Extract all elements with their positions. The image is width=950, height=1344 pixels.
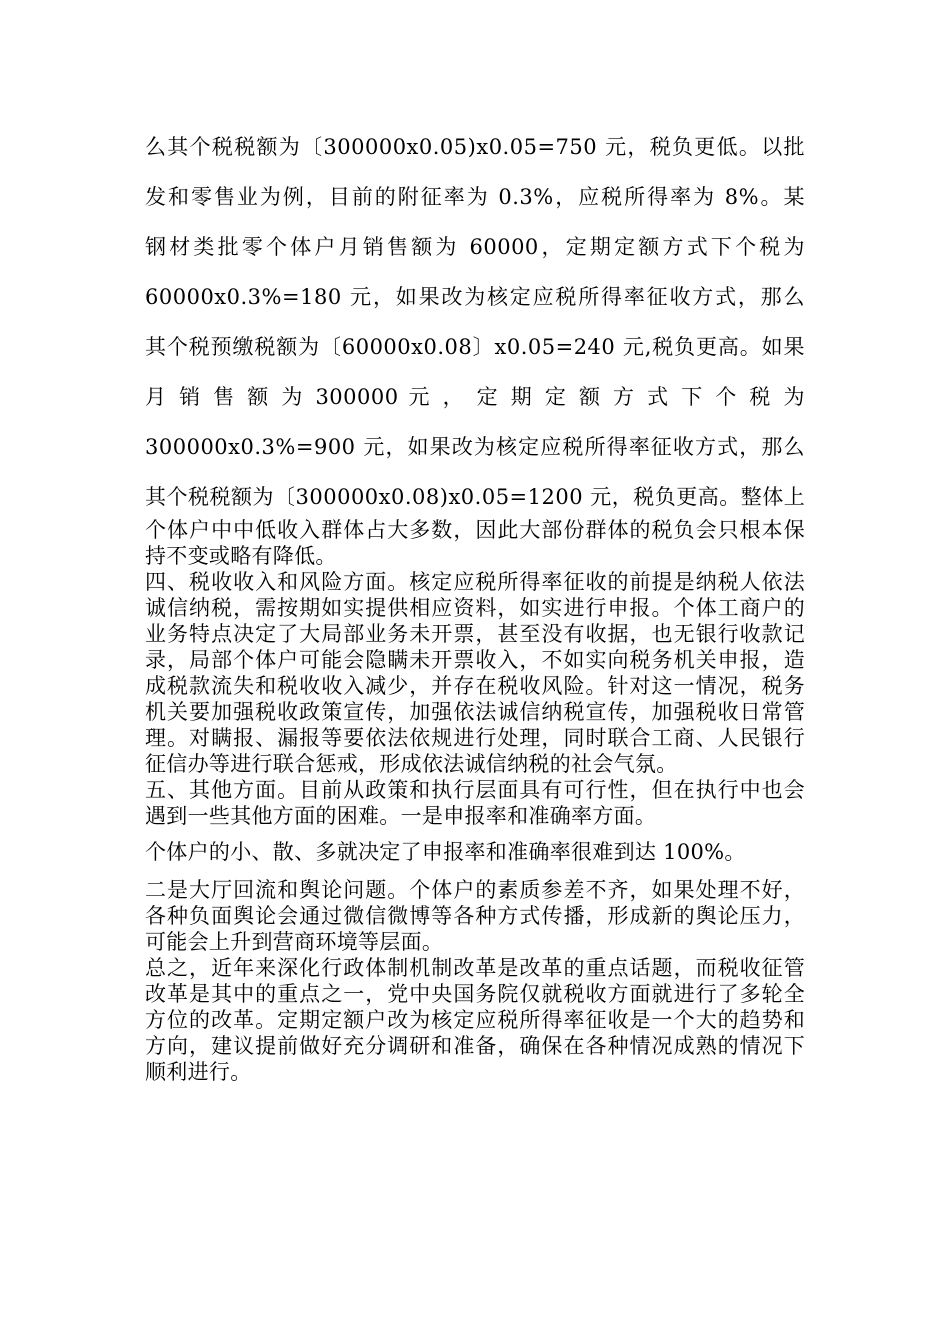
body-text-section [145, 517, 805, 1085]
text-line: 其个税税额为〔300000x0.08)x0.05=1200 元，税负更高。整体上 [145, 485, 806, 509]
paragraph-public-opinion: 二是大厅回流和舆论问题。个体户的素质参差不齐，如果处理不好，各种负面舆论会通过微信微博等各种方式传播，形成新的舆论压力，可能会上升到营商环境等层面。 [145, 878, 805, 954]
text-line: 300000x0.3%=900 元，如果改为核定应税所得率征收方式，那么 [145, 435, 805, 459]
paragraph-declaration-rate: 个体户的小、散、多就决定了申报率和准确率很难到达 100%。 [145, 840, 746, 864]
text-line: 月 销 售 额 为 300000 元 ， 定 期 定 额 方 式 下 个 税 为 [145, 385, 805, 409]
paragraph-other-aspects: 五、其他方面。目前从政策和执行层面具有可行性，但在执行中也会遇到一些其他方面的困难。一是申报率和准确率方面。 [145, 778, 805, 828]
text-line: 么其个税税额为〔300000x0.05)x0.05=750 元，税负更低。以批 [145, 135, 805, 159]
text-line: 发和零售业为例，目前的附征率为 0.3%，应税所得率为 8%。某 [145, 185, 805, 209]
paragraph-revenue-risk: 四、税收收入和风险方面。核定应税所得率征收的前提是纳税人依法诚信纳税，需按期如实提供相应资料，如实进行申报。个体工商户的业务特点决定了大局部业务未开票，甚至没有收据，也无银行收款记录，局部个体户可能会隐瞒未开票收入，不如实向税务机关申报，造成税款流失和税收收入减少，并存在税收风险。针对这一情况，税务机关要加强税收政策宣传，加强依法诚信纳税宣传，加强税收日常管理。对瞒报、漏报等要依法依规进行处理，同时联合工商、人民银行征信办等进行联合惩戒，形成依法诚信纳税的社会气氛。 [145, 570, 805, 776]
paragraph-tax-burden-summary: 个体户中中低收入群体占大多数，因此大部份群体的税负会只根本保持不变或略有降低。 [145, 518, 805, 568]
text-line: 钢材类批零个体户月销售额为 60000，定期定额方式下个税为 [145, 235, 805, 259]
text-line: 60000x0.3%=180 元，如果改为核定应税所得率征收方式，那么 [145, 285, 805, 309]
tax-calculation-section [145, 128, 805, 528]
text-line: 其个税预缴税额为〔60000x0.08〕x0.05=240 元,税负更高。如果 [145, 335, 805, 359]
paragraph-conclusion: 总之，近年来深化行政体制机制改革是改革的重点话题，而税收征管改革是其中的重点之一，党中央国务院仅就税收方面就进行了多轮全方位的改革。定期定额户改为核定应税所得率征收是一个大的趋势和方向，建议提前做好充分调研和准备，确保在各种情况成熟的情况下顺利进行。 [145, 956, 805, 1084]
